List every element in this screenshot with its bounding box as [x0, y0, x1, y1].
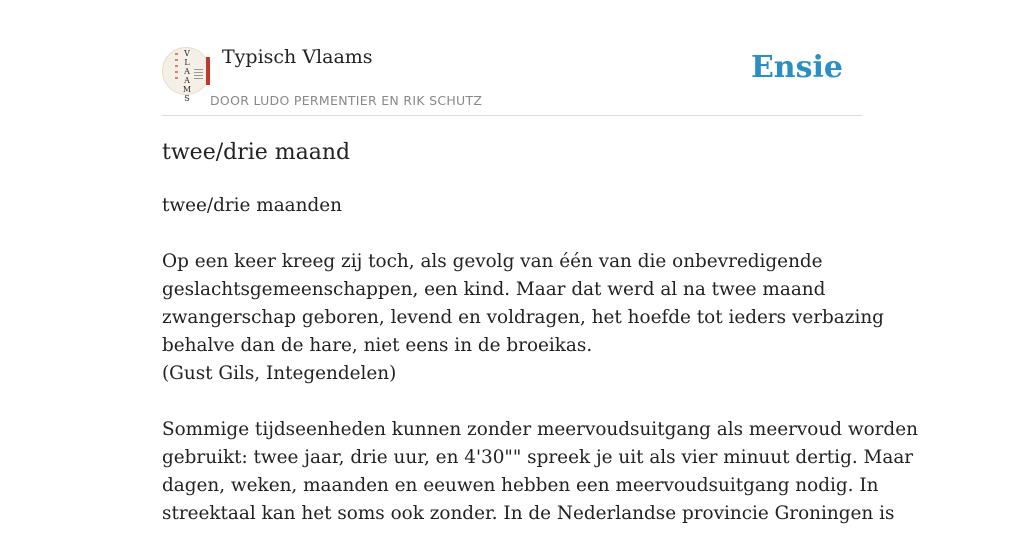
explanation-line: gebruikt: twee jaar, drie uur, en 4'30"" spreek je uit als vier minuut dertig. Maar	[162, 447, 914, 468]
logo-text-lines	[194, 69, 203, 79]
logo-letter: S	[184, 94, 190, 103]
page-container	[162, 0, 918, 524]
logo-letter: A	[184, 67, 190, 76]
ensie-brand-link[interactable]: Ensie	[750, 50, 843, 85]
variant-text: twee/drie maanden	[162, 195, 342, 216]
entry-explanation	[162, 416, 918, 528]
logo-red-bar	[206, 57, 210, 85]
logo-letters	[181, 49, 193, 103]
explanation-line: Sommige tijdseenheden kunnen zonder meervoudsuitgang als meervoud worden	[162, 419, 918, 440]
quote-line: geslachtsgemeenschappen, een kind. Maar dat werd al na twee maand	[162, 279, 826, 300]
quote-line: zwangerschap geboren, levend en voldragen, het hoefde tot ieders verbazing	[162, 307, 884, 328]
explanation-line: dagen, weken, maanden en eeuwen hebben een meervoudsuitgang nodig. In	[162, 475, 879, 496]
explanation-line: streektaal kan het soms ook zonder. In de Nederlandse provincie Groningen is	[162, 503, 895, 524]
entry-title: twee/drie maand	[162, 140, 351, 165]
quote-line: Op een keer kreeg zij toch, als gevolg van één van die onbevredigende	[162, 251, 823, 272]
logo-letter: L	[184, 58, 190, 67]
blog-header	[162, 0, 862, 116]
logo-letter: V	[184, 49, 190, 58]
entry-variant	[162, 192, 862, 220]
logo-letter: A	[184, 76, 190, 85]
logo-red-marks	[175, 53, 178, 83]
entry-body	[162, 192, 918, 556]
quote-line: behalve dan de hare, niet eens in de broeikas.	[162, 335, 593, 356]
entry-quote	[162, 248, 884, 388]
blog-logo[interactable]	[162, 47, 210, 103]
byline: DOOR LUDO PERMENTIER EN RIK SCHUTZ	[210, 93, 483, 108]
blog-title-link[interactable]: Typisch Vlaams	[222, 46, 373, 68]
logo-letter: M	[182, 85, 192, 94]
quote-source: (Gust Gils, Integendelen)	[162, 363, 397, 384]
